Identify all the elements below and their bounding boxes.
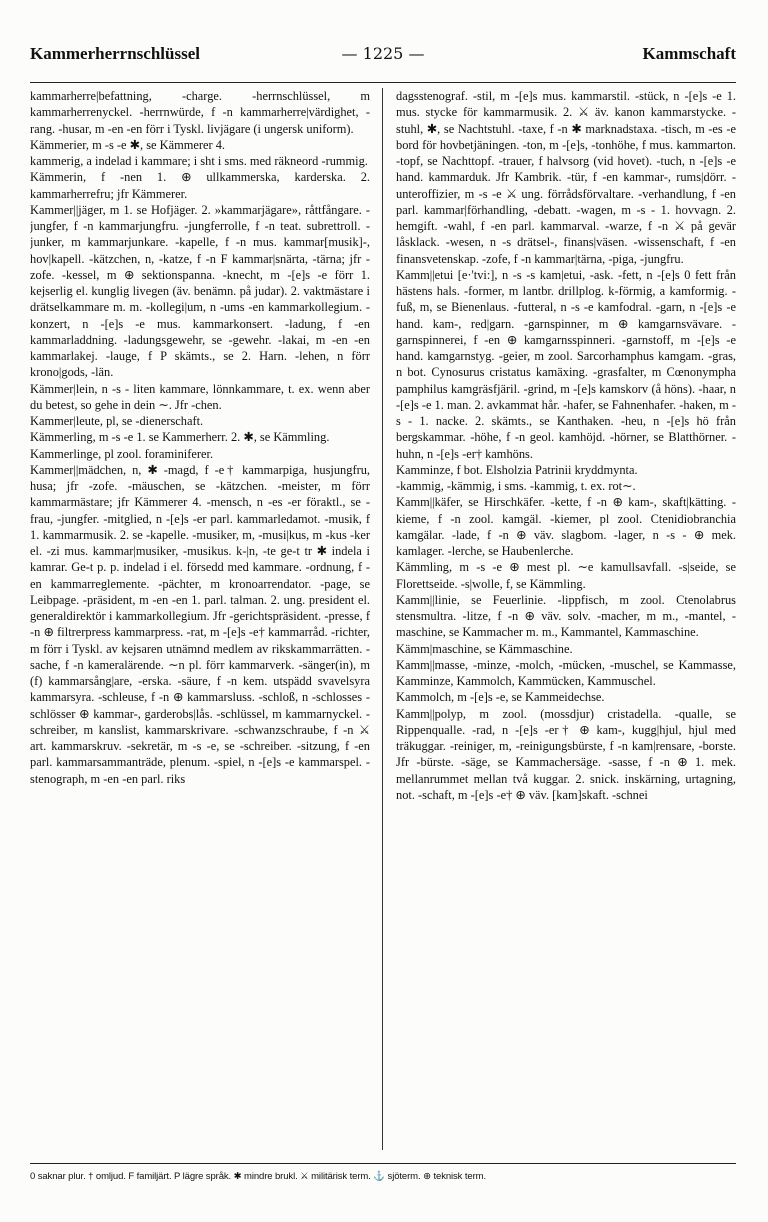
page-header	[30, 44, 736, 72]
entry-paragraph: Kämmerin, f -nen 1. ⊕ ullkammerska, karderska. 2. kammarherrefru; jfr Kämmerer.	[30, 170, 370, 201]
header-rule	[30, 82, 736, 83]
entry-paragraph: Kämmerling, m -s -e 1. se Kammerherr. 2. ✱, se Kämmling.	[30, 430, 330, 445]
page-number: — 1225 —	[341, 44, 425, 63]
entry-paragraph: Kamm||käfer, se Hirschkäfer. -kette, f -n ⊕ kam-, skaft|kätting. -kieme, f -n zool. kamgäl. -kiemer, pl zool. Ctenidiobranchia kamgälar. -lade, f -n ⊕ väv. slagbom. -lager, n -s - ⊕ mek. kamlager. -lerche, se Haubenlerche.	[396, 495, 736, 558]
entry-paragraph: Kammer||jäger, m 1. se Hofjäger. 2. »kammarjägare», råttfångare. -jungfer, f -n kammarjungfru. -jungferrolle, f -n teat. subrettroll. -junker, m kammarjunkare. -kapelle, f -n mus. kammar[musik]-, hov|kapell. -kätzchen, n, -katze, f -n F kammar|snärta, -tärna; jfr -zofe. -kessel, m ⊕ sektionspanna. -knecht, m -[e]s -e förr 1. kejserlig el. kunglig livegen (äv. benämn. på judar). 2. vaktmästare i drätselkammare m. m. -kollegi|um, n -ums -en kammarkollegium. -konzert, n -[e]s -e mus. kammarkonsert. -ladung, f -en kammarladdning. -ladungsgewehr, se -gewehr. -lakai, m -en -en kammarlakej. -lauge, f P skämts., se 2. Harn. -lehen, n förr krono|gods, -län.	[30, 202, 370, 380]
right-running-headword: Kammschaft	[642, 44, 736, 63]
entry-paragraph: kammerig, a indelad i kammare; i sht i sms. med räkneord -rummig.	[30, 154, 368, 168]
entry-paragraph: Kammer||mädchen, n, ✱ -magd, f -e† kammarpiga, husjungfru, husa; jfr -zofe. -mäuschen, se -kätzchen. -meister, m förr kammarmästare; jfr Kämmerer 4. -mensch, n -es -er föraktl., se -frau, -jungfer. -mitglied, n -[e]s -er parl. kammarledamot. -musik, f 1. kammarmusik. 2. se -kapelle. -musiker, m, -musi|kus, m -kus -ker el. -zi mus. kammar|musiker, -musikus. k-|n, -te ge-t tr ✱ indela i kamrar. Ge-t p. p. indelad i el. försedd med kammare. -ordnung, f -en kammarreglemente. -pächter, m kronoarrendator. -page, se Leibpage. -präsident, m -en -en 1. parl. talman. 2. ung. president el. generaldirektör i kammarkollegium. Jfr -gerichtspräsident. -presse, f -n ⊕ filtrerpress kammarpress. -rat, m -[e]s -e† kammarråd. -richter, m förr i Tyskl. av kejsaren utnämnd medlem av rikskammarrätten. -sache, f -n kameralärende. ∼n pl. förr kammarverk. -sänger(in), m (f) kammarsång|are, -erska. -säure, f -n kem. utspädd svavelsyra kammarsyra. -schleuse, f -n ⊕ kammarsluss. -schloß, n -schlosses -schlösser ⊕ kammar-, garderobs|lås. -schlüssel, m kammarnyckel. -schreiber, m kanslist, kammarskrivare. -schwanzschraube, f -n ⚔ art. kammarskruv. -sekretär, m -s -e, se -schreiber. -sitzung, f -en parl. kammarsammanträde, plenum. -spiel, n -[e]s -e kammarspel. -stenograph, m -en -en parl. riks	[30, 462, 370, 786]
entry-paragraph: Kammolch, m -[e]s -e, se Kammeidechse.	[396, 690, 605, 705]
entry-paragraph: Kamm||polyp, m zool. (mossdjur) cristadella. -qualle, se Rippenqualle. -rad, n -[e]s -er† ⊕ kam-, kugg|hjul, hjul med träkuggar. -reiniger, m, -reinigungsbürste, f -n kam|rensare, -borste. Jfr -bürste. -säge, se Kammachersäge. -sasse, f -n ⊕ 1. mek. mellanrummet mellan två kuggar. 2. snick. inskärning, urtagning, not. -schaft, m -[e]s -e† ⊕ väv. [kam]skaft. -schnei	[396, 706, 736, 802]
entry-paragraph: Kamm||etui [e·'tvi:], n -s -s kam|etui, -ask. -fett, n -[e]s 0 fett från hästens hals. -former, m lantbr. drillplog. k-förmig, a kamformig. -fuß, m, se Bienenlaus. -futteral, n -s -e kamfodral. -garn, n -[e]s -e hand. kam-, red|garn. -garnspinner, m ⊕ kamgarnsvävare. -garnspinnerei, f -en ⊕ kamgarnsspinneri. -garnstoff, m -[e]s -e hand. kamgarnstyg. -geier, m zool. Sarcorhamphus kamgam. -gras, n bot. Cynosurus cristatus kamäxing. -grasfalter, m Cœnonympha pamphilus kamgräsfjäril. -grind, m -[e]s kamskorv (å höns). -haar, n -[e]s -e 1. man. 2. avkammat hår. -hafer, se Fahnenhafer. -haken, m -s - 1. nacke. 2. skämts., se Kanthaken. -heu, n -[e]s hö från bergskammar. -höhe, f -n geol. kamhöjd. -hörner, se Blatthörner. -huhn, n -[e]s -er† kamhöns.	[396, 267, 736, 461]
entry-paragraph: Kämm|maschine, se Kämmaschine.	[396, 641, 573, 656]
left-column	[30, 88, 370, 1160]
column-divider	[382, 88, 383, 1150]
entry-paragraph: Kämmling, m -s -e ⊕ mest pl. ∼e kamullsavfall. -s|seide, se Florettseide. -s|wolle, f, se Kämmling.	[396, 560, 736, 591]
entry-paragraph: Kammer|leute, pl, se -dienerschaft.	[30, 414, 204, 428]
entry-paragraph: kammarherre|befattning, -charge. -herrnschlüssel, m kammarherrenyckel. -herrnwürde, f -n kammarherre|värdighet, -rang. -husar, m -en -en förr i Tyskl. livjägare (i ungersk uniform).	[30, 89, 370, 136]
entry-paragraph: Kämmer|lein, n -s - liten kammare, lönnkammare, t. ex. wenn aber du betest, so gehe in dein ∼. Jfr -chen.	[30, 381, 370, 412]
entry-paragraph: Kamm||masse, -minze, -molch, -mücken, -muschel, se Kammasse, Kamminze, Kammolch, Kammücken, Kammuschel.	[396, 657, 736, 688]
right-column	[396, 88, 736, 1160]
entry-paragraph: -kammig, -kämmig, i sms. -kammig, t. ex. rot∼.	[396, 479, 636, 493]
entry-paragraph: Kämmerier, m -s -e ✱, se Kämmerer 4.	[30, 137, 225, 152]
entry-paragraph: Kamminze, f bot. Elsholzia Patrinii kryddmynta.	[396, 462, 638, 477]
entry-paragraph: Kamm||linie, se Feuerlinie. -lippfisch, m zool. Ctenolabrus stensmultra. -litze, f -n ⊕ väv. solv. -macher, m m., -mantel, -maschine, se Kammacher m. m., Kammantel, Kammaschine.	[396, 592, 736, 640]
abbreviation-legend: 0 saknar plur. † omljud. F familjärt. P lägre språk. ✱ mindre brukl. ⚔ militärisk term. ⚓ sjöterm. ⊕ teknisk term.	[30, 1171, 487, 1182]
entry-paragraph: dagsstenograf. -stil, m -[e]s mus. kammarstil. -stück, n -[e]s -e 1. mus. stycke för kammarmusik. 2. ⚔ äv. kanon kammarstycke. -stuhl, ✱, se Nachtstuhl. -taxe, f -n ✱ marknadstaxa. -tisch, m -es -e bord för hovbetjäningen. -ton, m -[e]s, -tonhöhe, f mus. kammarton. -topf, se Nachttopf. -trauer, f halvsorg (vid hovet). -tuch, n -[e]s -e hand. kammarduk. Jfr Kambrik. -tür, f -en kammar-, rums|dörr. -unteroffizier, m -s -e ⚔ ung. förrådsförvaltare. -verhandlung, f -en parl. kammar|förhandling, -debatt. -wagen, m -s - 1. hovvagn. 2. hemgift. -wahl, f -en parl. kammarval. -warze, f -n ⚔ på gevär låsklack. -wesen, n -s drätsel-, finans|väsen. -wissenschaft, f -en finansvetenskap. -zofe, f -n kammar|tärna, -piga, -jungfru.	[396, 89, 736, 266]
entry-paragraph: Kammerlinge, pl zool. foraminiferer.	[30, 446, 214, 461]
left-running-headword: Kammerherrnschlüssel	[30, 44, 200, 63]
footer-rule	[30, 1163, 736, 1164]
